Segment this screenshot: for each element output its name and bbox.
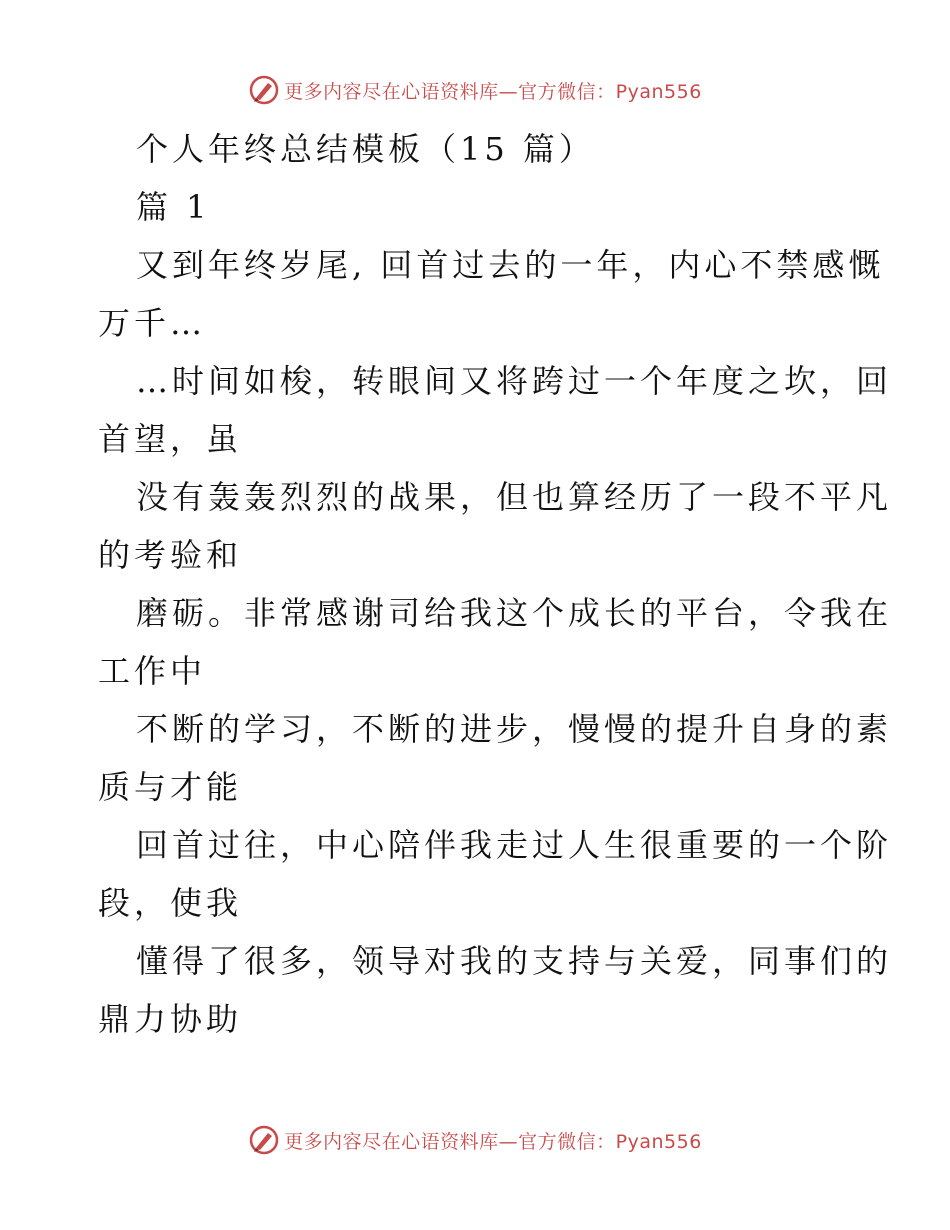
paragraph-line: 回首过往，中心陪伴我走过人生很重要的一个阶 [136,826,893,864]
paragraph-line: 不断的学习，不断的进步，慢慢的提升自身的素 [136,710,893,748]
paragraph-line: 懂得了很多，领导对我的支持与关爱，同事们的 [136,942,893,980]
paragraph-line: …时间如梭，转眼间又将跨过一个年度之坎，回 [136,362,893,400]
paragraph-line: 工作中 [98,652,207,690]
paragraph-line: 段，使我 [98,884,243,922]
footer-banner [0,1120,950,1160]
paragraph-line: 没有轰轰烈烈的战果，但也算经历了一段不平凡 [136,478,893,516]
document-body [98,120,893,1048]
paragraph-line: 鼎力协助 [98,1000,243,1038]
paragraph-line: 的考验和 [98,536,243,574]
banner-text: 更多内容尽在心语资料库—官方微信：Pyan556 [284,1130,702,1153]
header-banner [0,70,950,110]
pen-logo-icon [248,1124,280,1156]
document-title: 个人年终总结模板（15 篇） [136,130,595,168]
paragraph-line: 又到年终岁尾, 回首过去的一年，内心不禁感慨 [136,246,885,284]
paragraph-line: 首望，虽 [98,420,243,458]
paragraph-line: 万千… [98,304,207,342]
section-heading: 篇 1 [136,188,211,226]
paragraph-line: 质与才能 [98,768,243,806]
pen-logo-icon [248,74,280,106]
banner-text: 更多内容尽在心语资料库—官方微信：Pyan556 [284,80,702,103]
paragraph-line: 磨砺。非常感谢司给我这个成长的平台，令我在 [136,594,893,632]
